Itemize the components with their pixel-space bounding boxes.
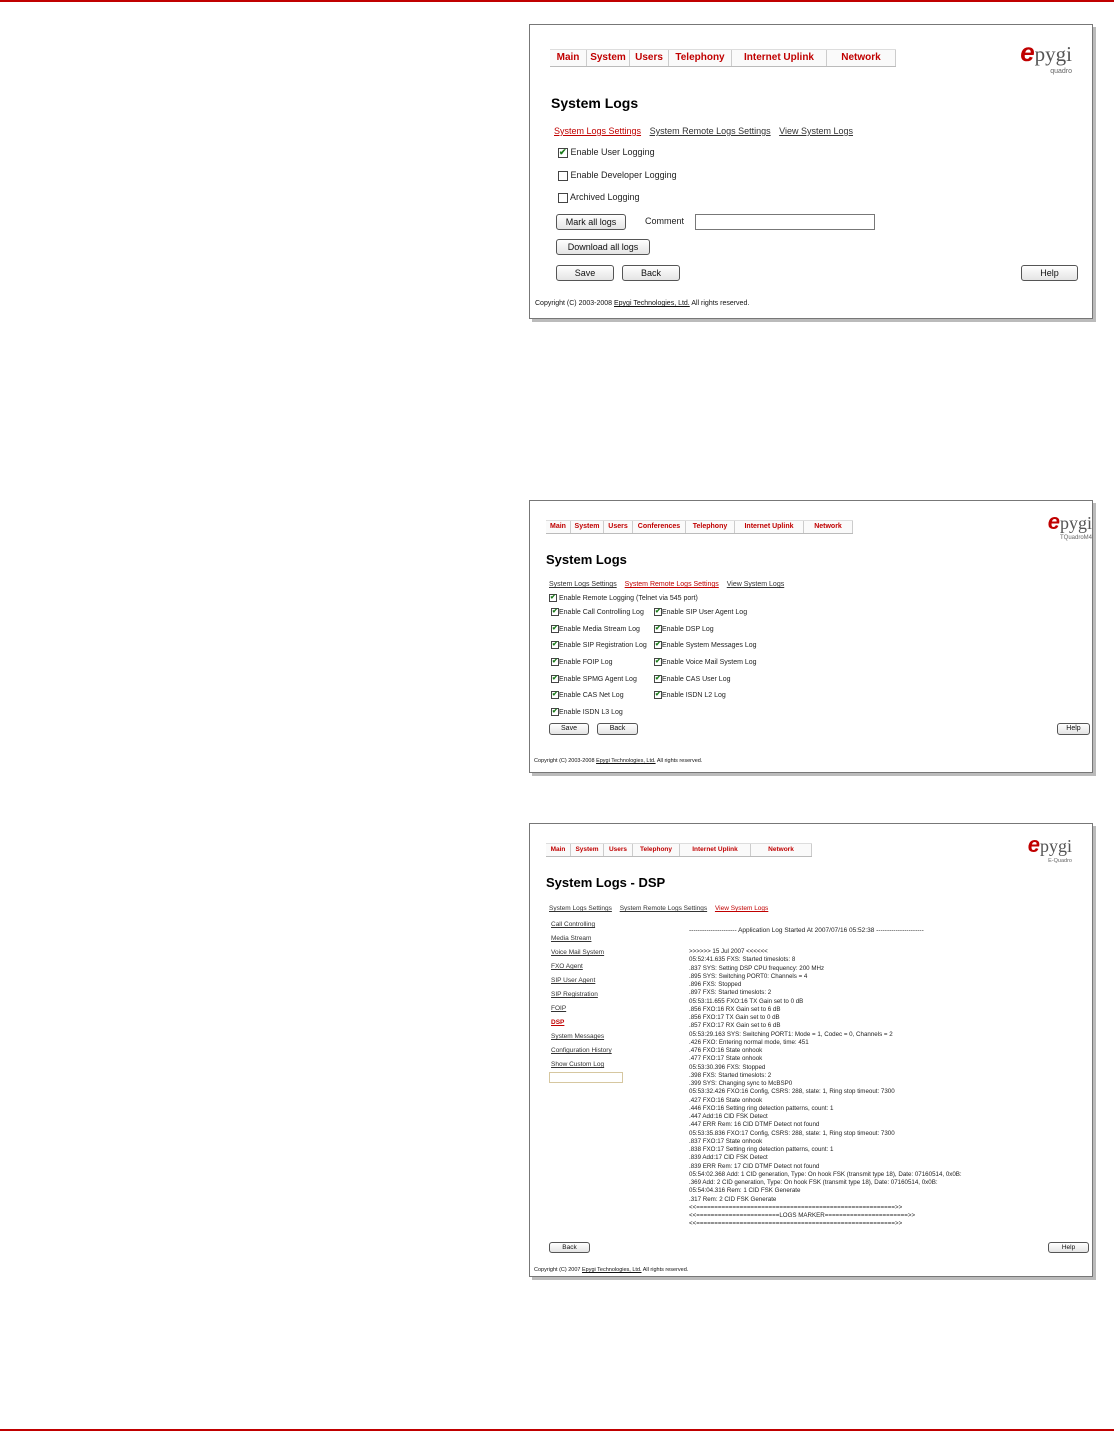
check-row xyxy=(558,170,677,181)
log-link-fxo-agent[interactable]: FXO Agent xyxy=(551,963,583,970)
help-button[interactable]: Help xyxy=(1021,265,1078,281)
back-button[interactable]: Back xyxy=(622,265,680,281)
check-row xyxy=(558,192,640,203)
log-checkbox[interactable] xyxy=(551,608,559,616)
log-link-configuration-history[interactable]: Configuration History xyxy=(551,1047,612,1054)
log-tabs xyxy=(549,581,790,588)
custom-log-input[interactable] xyxy=(549,1072,623,1083)
log-option: ✔Enable SIP User Agent Log xyxy=(654,608,747,616)
log-line: .477 FXO:17 State onhook xyxy=(689,1055,763,1063)
archived-logging-checkbox[interactable] xyxy=(558,193,568,203)
menu-system[interactable]: System xyxy=(571,521,604,533)
log-line: .896 FXS: Stopped xyxy=(689,981,742,988)
log-line: 05:53:32.426 FXO:16 Config, CSRS: 288, state: 1, Ring stop timeout: 7300 xyxy=(689,1088,895,1096)
company-link[interactable]: Epygi Technologies, Ltd. xyxy=(582,1267,642,1273)
log-line: 05:53:30.396 FXS: Stopped xyxy=(689,1063,766,1071)
menu-telephony[interactable]: Telephony xyxy=(633,844,680,856)
log-checkbox[interactable] xyxy=(551,658,559,666)
company-link[interactable]: Epygi Technologies, Ltd. xyxy=(614,300,690,307)
log-link-show-custom-log[interactable]: Show Custom Log xyxy=(551,1061,605,1068)
log-checkbox[interactable] xyxy=(551,641,559,649)
log-line: <<=======================LOGS MARKER=======================>> xyxy=(689,1212,916,1219)
main-menu xyxy=(546,843,812,857)
save-button[interactable]: Save xyxy=(556,265,614,281)
log-line: 05:53:35.836 FXO:17 Config, CSRS: 288, state: 1, Ring stop timeout: 7300 xyxy=(689,1129,895,1137)
log-line: .838 FXO:17 Setting ring detection patterns, count: 1 xyxy=(689,1146,834,1153)
log-checkbox[interactable] xyxy=(654,625,662,633)
log-line: >>>>>> 15 Jul 2007 <<<<<< xyxy=(689,948,768,955)
log-line: .447 Add:16 CID FSK Detect xyxy=(689,1113,768,1120)
log-line: .856 FXO:17 TX Gain set to 0 dB xyxy=(689,1014,780,1021)
log-line: .427 FXO:16 State onhook xyxy=(689,1096,763,1104)
tab-system-logs-settings[interactable]: System Logs Settings xyxy=(549,905,612,912)
log-option: ✔Enable ISDN L3 Log xyxy=(551,708,623,716)
log-line: .398 FXS: Started timeslots: 2 xyxy=(689,1071,772,1079)
bottom-rule xyxy=(0,1429,1114,1431)
log-tabs xyxy=(554,126,859,136)
log-link-sip-user-agent[interactable]: SIP User Agent xyxy=(551,977,596,984)
top-rule xyxy=(0,0,1114,2)
log-line: .426 FXO: Entering normal mode, time: 451 xyxy=(689,1038,809,1046)
log-link-dsp[interactable]: DSP xyxy=(551,1019,565,1026)
log-line: .446 FXO:16 Setting ring detection patterns, count: 1 xyxy=(689,1104,834,1112)
log-option: ✔Enable CAS Net Log xyxy=(551,691,624,699)
log-option: ✔Enable SIP Registration Log xyxy=(551,641,647,649)
save-button[interactable]: Save xyxy=(549,723,589,735)
log-option: ✔Enable FOIP Log xyxy=(551,658,613,666)
log-option: ✔Enable Voice Mail System Log xyxy=(654,658,757,666)
log-checkbox[interactable] xyxy=(551,691,559,699)
back-button[interactable]: Back xyxy=(549,1242,590,1253)
log-line: <<=======================================================>> xyxy=(689,1203,903,1211)
log-line: .317 Rem: 2 CID FSK Generate xyxy=(689,1195,777,1203)
log-line: 05:54:02.368 Add: 1 CID generation, Type: On hook FSK (transmit type 18), Date: 07160514, 0x0B: xyxy=(689,1170,962,1178)
archived-logging-label: Archived Logging xyxy=(570,192,640,202)
log-line: .399 SYS: Changing sync to McBSP0 xyxy=(689,1080,793,1087)
enable-developer-logging-label: Enable Developer Logging xyxy=(570,170,677,180)
tab-system-remote-logs-settings[interactable]: System Remote Logs Settings xyxy=(624,581,719,588)
system-logs-dsp-screenshot xyxy=(529,823,1093,1277)
log-link-foip[interactable]: FOIP xyxy=(551,1005,567,1012)
menu-system[interactable]: System xyxy=(571,844,604,856)
log-line: .839 ERR Rem: 17 CID DTMF Detect not found xyxy=(689,1162,820,1170)
log-checkbox[interactable] xyxy=(551,625,559,633)
copyright: Copyright (C) 2007 Epygi Technologies, Ltd. All rights reserved. xyxy=(534,1267,689,1273)
tab-view-system-logs[interactable]: View System Logs xyxy=(726,581,785,588)
page-title: System Logs - DSP xyxy=(546,875,666,890)
log-tabs xyxy=(549,905,774,912)
help-button[interactable]: Help xyxy=(1048,1242,1089,1253)
log-line: 05:53:11.655 FXO:16 TX Gain set to 0 dB xyxy=(689,997,804,1005)
log-line: 05:53:29.163 SYS: Switching PORT1: Mode = 1, Codec = 0, Channels = 2 xyxy=(689,1030,893,1038)
tab-system-remote-logs-settings[interactable]: System Remote Logs Settings xyxy=(619,905,708,912)
log-option: ✔Enable ISDN L2 Log xyxy=(654,691,726,699)
enable-user-logging-checkbox[interactable] xyxy=(558,148,568,158)
log-line: 05:54:04.316 Rem: 1 CID FSK Generate xyxy=(689,1187,801,1195)
page-title: System Logs xyxy=(546,552,627,567)
log-option: ✔Enable SPMG Agent Log xyxy=(551,675,637,683)
system-logs-settings-screenshot xyxy=(529,24,1093,319)
menu-users[interactable]: Users xyxy=(630,50,669,66)
log-checkbox[interactable] xyxy=(551,708,559,716)
menu-main[interactable]: Main xyxy=(546,521,571,533)
menu-network[interactable]: Network xyxy=(751,844,812,856)
tab-system-remote-logs-settings[interactable]: System Remote Logs Settings xyxy=(649,126,771,136)
main-menu xyxy=(546,520,853,534)
mark-all-logs-button[interactable]: Mark all logs xyxy=(556,214,626,230)
log-checkbox[interactable] xyxy=(654,658,662,666)
log-link-call-controlling[interactable]: Call Controlling xyxy=(551,921,596,928)
log-checkbox[interactable] xyxy=(551,675,559,683)
copyright: Copyright (C) 2003-2008 Epygi Technologies, Ltd. All rights reserved. xyxy=(534,758,703,764)
log-option: ✔Enable CAS User Log xyxy=(654,675,730,683)
log-line: .895 SYS: Switching PORT0: Channels = 4 xyxy=(689,972,808,980)
tab-view-system-logs[interactable]: View System Logs xyxy=(779,126,854,136)
log-line: .856 FXO:16 RX Gain set to 6 dB xyxy=(689,1005,781,1013)
tab-view-system-logs[interactable]: View System Logs xyxy=(714,905,769,912)
main-menu xyxy=(550,49,896,67)
menu-users[interactable]: Users xyxy=(604,521,633,533)
log-link-system-messages[interactable]: System Messages xyxy=(551,1033,605,1040)
menu-system[interactable]: System xyxy=(587,50,630,66)
log-line: 05:52:41.635 FXS: Started timeslots: 8 xyxy=(689,956,796,964)
tab-system-logs-settings[interactable]: System Logs Settings xyxy=(554,126,642,136)
menu-internet-uplink[interactable]: Internet Uplink xyxy=(680,844,751,856)
log-line: .369 Add: 2 CID generation, Type: On hook FSK (transmit type 18), Date: 07160514, 0x0B: xyxy=(689,1179,938,1186)
menu-users[interactable]: Users xyxy=(604,844,633,856)
enable-remote-logging-label: Enable Remote Logging (Telnet via 545 port) xyxy=(558,594,698,602)
check-row xyxy=(558,147,655,158)
menu-internet-uplink[interactable]: Internet Uplink xyxy=(732,50,827,66)
epygi-logo: epygi quadro xyxy=(1020,37,1072,75)
copyright: Copyright (C) 2003-2008 Epygi Technologies, Ltd. All rights reserved. xyxy=(535,300,750,307)
log-checkbox[interactable] xyxy=(654,691,662,699)
back-button[interactable]: Back xyxy=(597,723,638,735)
log-line: .447 ERR Rem: 16 CID DTMF Detect not found xyxy=(689,1121,820,1129)
log-line: .897 FXS: Started timeslots: 2 xyxy=(689,989,772,997)
enable-remote-logging-checkbox[interactable] xyxy=(549,594,557,602)
page-title: System Logs xyxy=(551,95,639,111)
enable-user-logging-label: Enable User Logging xyxy=(570,147,655,157)
menu-network[interactable]: Network xyxy=(804,521,853,533)
menu-main[interactable]: Main xyxy=(550,50,587,66)
log-checkbox[interactable] xyxy=(654,608,662,616)
log-checkbox[interactable] xyxy=(654,675,662,683)
menu-conferences[interactable]: Conferences xyxy=(633,521,686,533)
log-header: ---------------------- Application Log Started At 2007/07/16 05:52:38 ---------------------- xyxy=(689,927,924,934)
company-link[interactable]: Epygi Technologies, Ltd. xyxy=(596,758,656,764)
log-line: .837 SYS: Setting DSP CPU frequency: 200 MHz xyxy=(689,964,825,972)
log-link-voice-mail-system[interactable]: Voice Mail System xyxy=(551,949,605,956)
log-line: .476 FXO:16 State onhook xyxy=(689,1047,763,1054)
log-option: ✔Enable Call Controlling Log xyxy=(551,608,644,616)
comment-label: Comment xyxy=(645,216,685,226)
log-link-media-stream[interactable]: Media Stream xyxy=(551,935,592,942)
log-link-sip-registration[interactable]: SIP Registration xyxy=(551,991,598,998)
log-option: ✔Enable Media Stream Log xyxy=(551,625,640,633)
epygi-logo: epygi E-Quadro xyxy=(1027,832,1072,864)
menu-telephony[interactable]: Telephony xyxy=(669,50,732,66)
remote-logging-row xyxy=(549,594,698,602)
log-line: .837 FXO:17 State onhook xyxy=(689,1137,763,1145)
enable-developer-logging-checkbox[interactable] xyxy=(558,171,568,181)
menu-main[interactable]: Main xyxy=(546,844,571,856)
menu-internet-uplink[interactable]: Internet Uplink xyxy=(735,521,804,533)
epygi-logo: epygi TQuadroM4 xyxy=(1047,509,1092,541)
menu-network[interactable]: Network xyxy=(827,50,896,66)
log-line: .857 FXO:17 RX Gain set to 6 dB xyxy=(689,1022,781,1030)
system-remote-logs-settings-screenshot xyxy=(529,500,1093,773)
comment-input[interactable] xyxy=(695,214,875,230)
log-checkbox[interactable] xyxy=(654,641,662,649)
tab-system-logs-settings[interactable]: System Logs Settings xyxy=(549,581,617,588)
download-all-logs-button[interactable]: Download all logs xyxy=(556,239,650,255)
menu-telephony[interactable]: Telephony xyxy=(686,521,735,533)
log-line: .839 Add:17 CID FSK Detect xyxy=(689,1154,768,1162)
log-option: ✔Enable System Messages Log xyxy=(654,641,757,649)
help-button[interactable]: Help xyxy=(1057,723,1090,735)
log-line: <<=======================================================>> xyxy=(689,1220,903,1228)
log-option: ✔Enable DSP Log xyxy=(654,625,714,633)
